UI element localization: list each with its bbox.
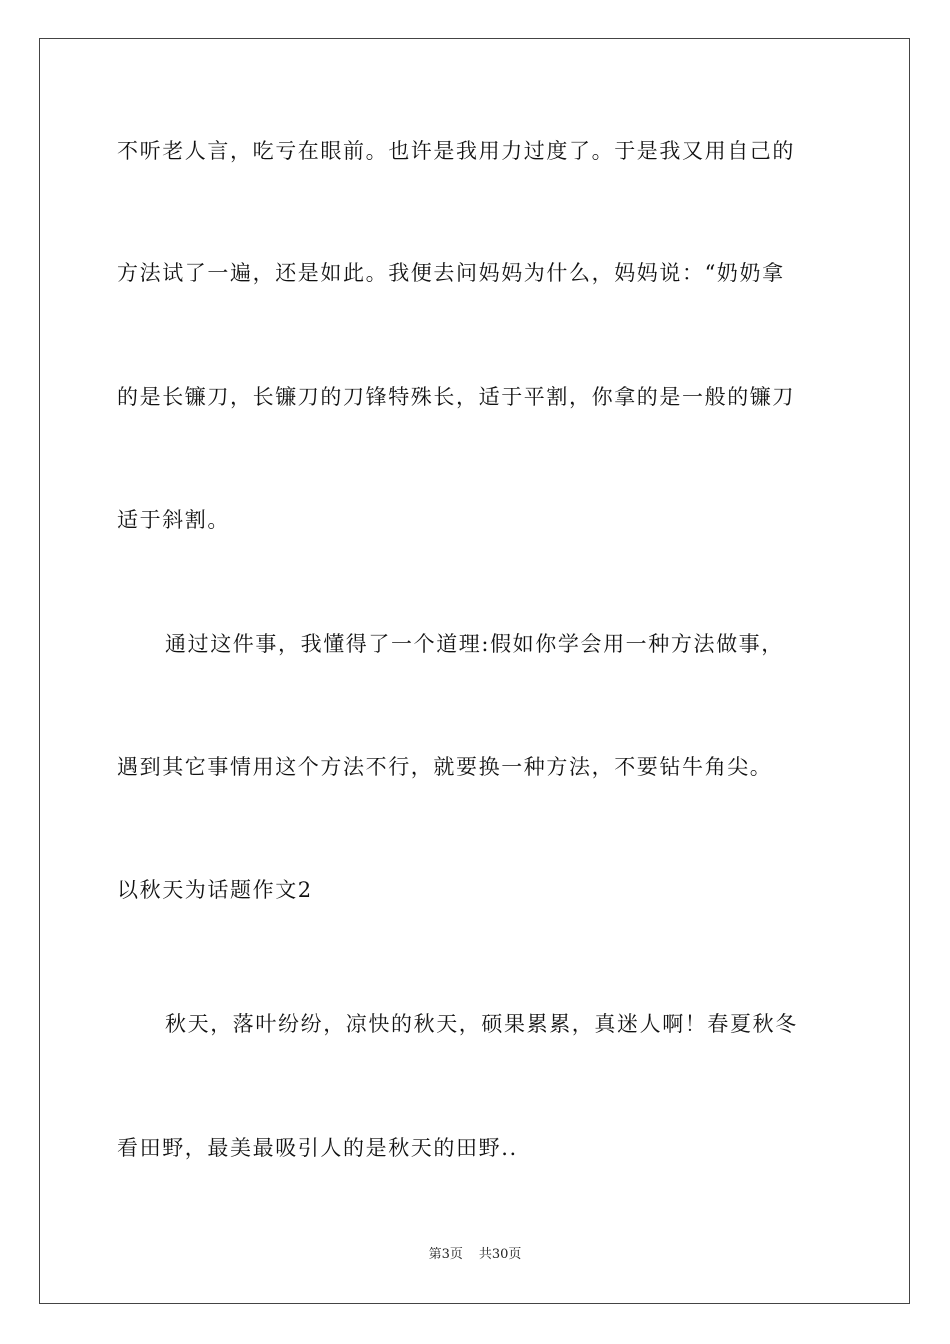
body-line-3: 的是长镰刀，长镰刀的刀锋特殊长，适于平割，你拿的是一般的镰刀 [117, 385, 795, 409]
body-line-5: 通过这件事，我懂得了一个道理:假如你学会用一种方法做事， [165, 632, 784, 656]
page-number: 第3页 [428, 1247, 463, 1262]
body-line-1: 不听老人言，吃亏在眼前。也许是我用力过度了。于是我又用自己的 [117, 139, 795, 163]
body-line-8: 秋天，落叶纷纷，凉快的秋天，硕果累累，真迷人啊！春夏秋冬 [165, 1012, 798, 1036]
page-frame [39, 38, 910, 1304]
body-line-9: 看田野，最美最吸引人的是秋天的田野.. [117, 1136, 518, 1160]
body-line-4: 适于斜割。 [117, 508, 230, 532]
page-footer [0, 1246, 950, 1264]
page-total: 共30页 [478, 1247, 522, 1262]
section-heading: 以秋天为话题作文2 [117, 878, 313, 902]
body-line-6: 遇到其它事情用这个方法不行，就要换一种方法，不要钻牛角尖。 [117, 755, 773, 779]
body-line-2: 方法试了一遍，还是如此。我便去问妈妈为什么，妈妈说：“奶奶拿 [117, 261, 785, 285]
